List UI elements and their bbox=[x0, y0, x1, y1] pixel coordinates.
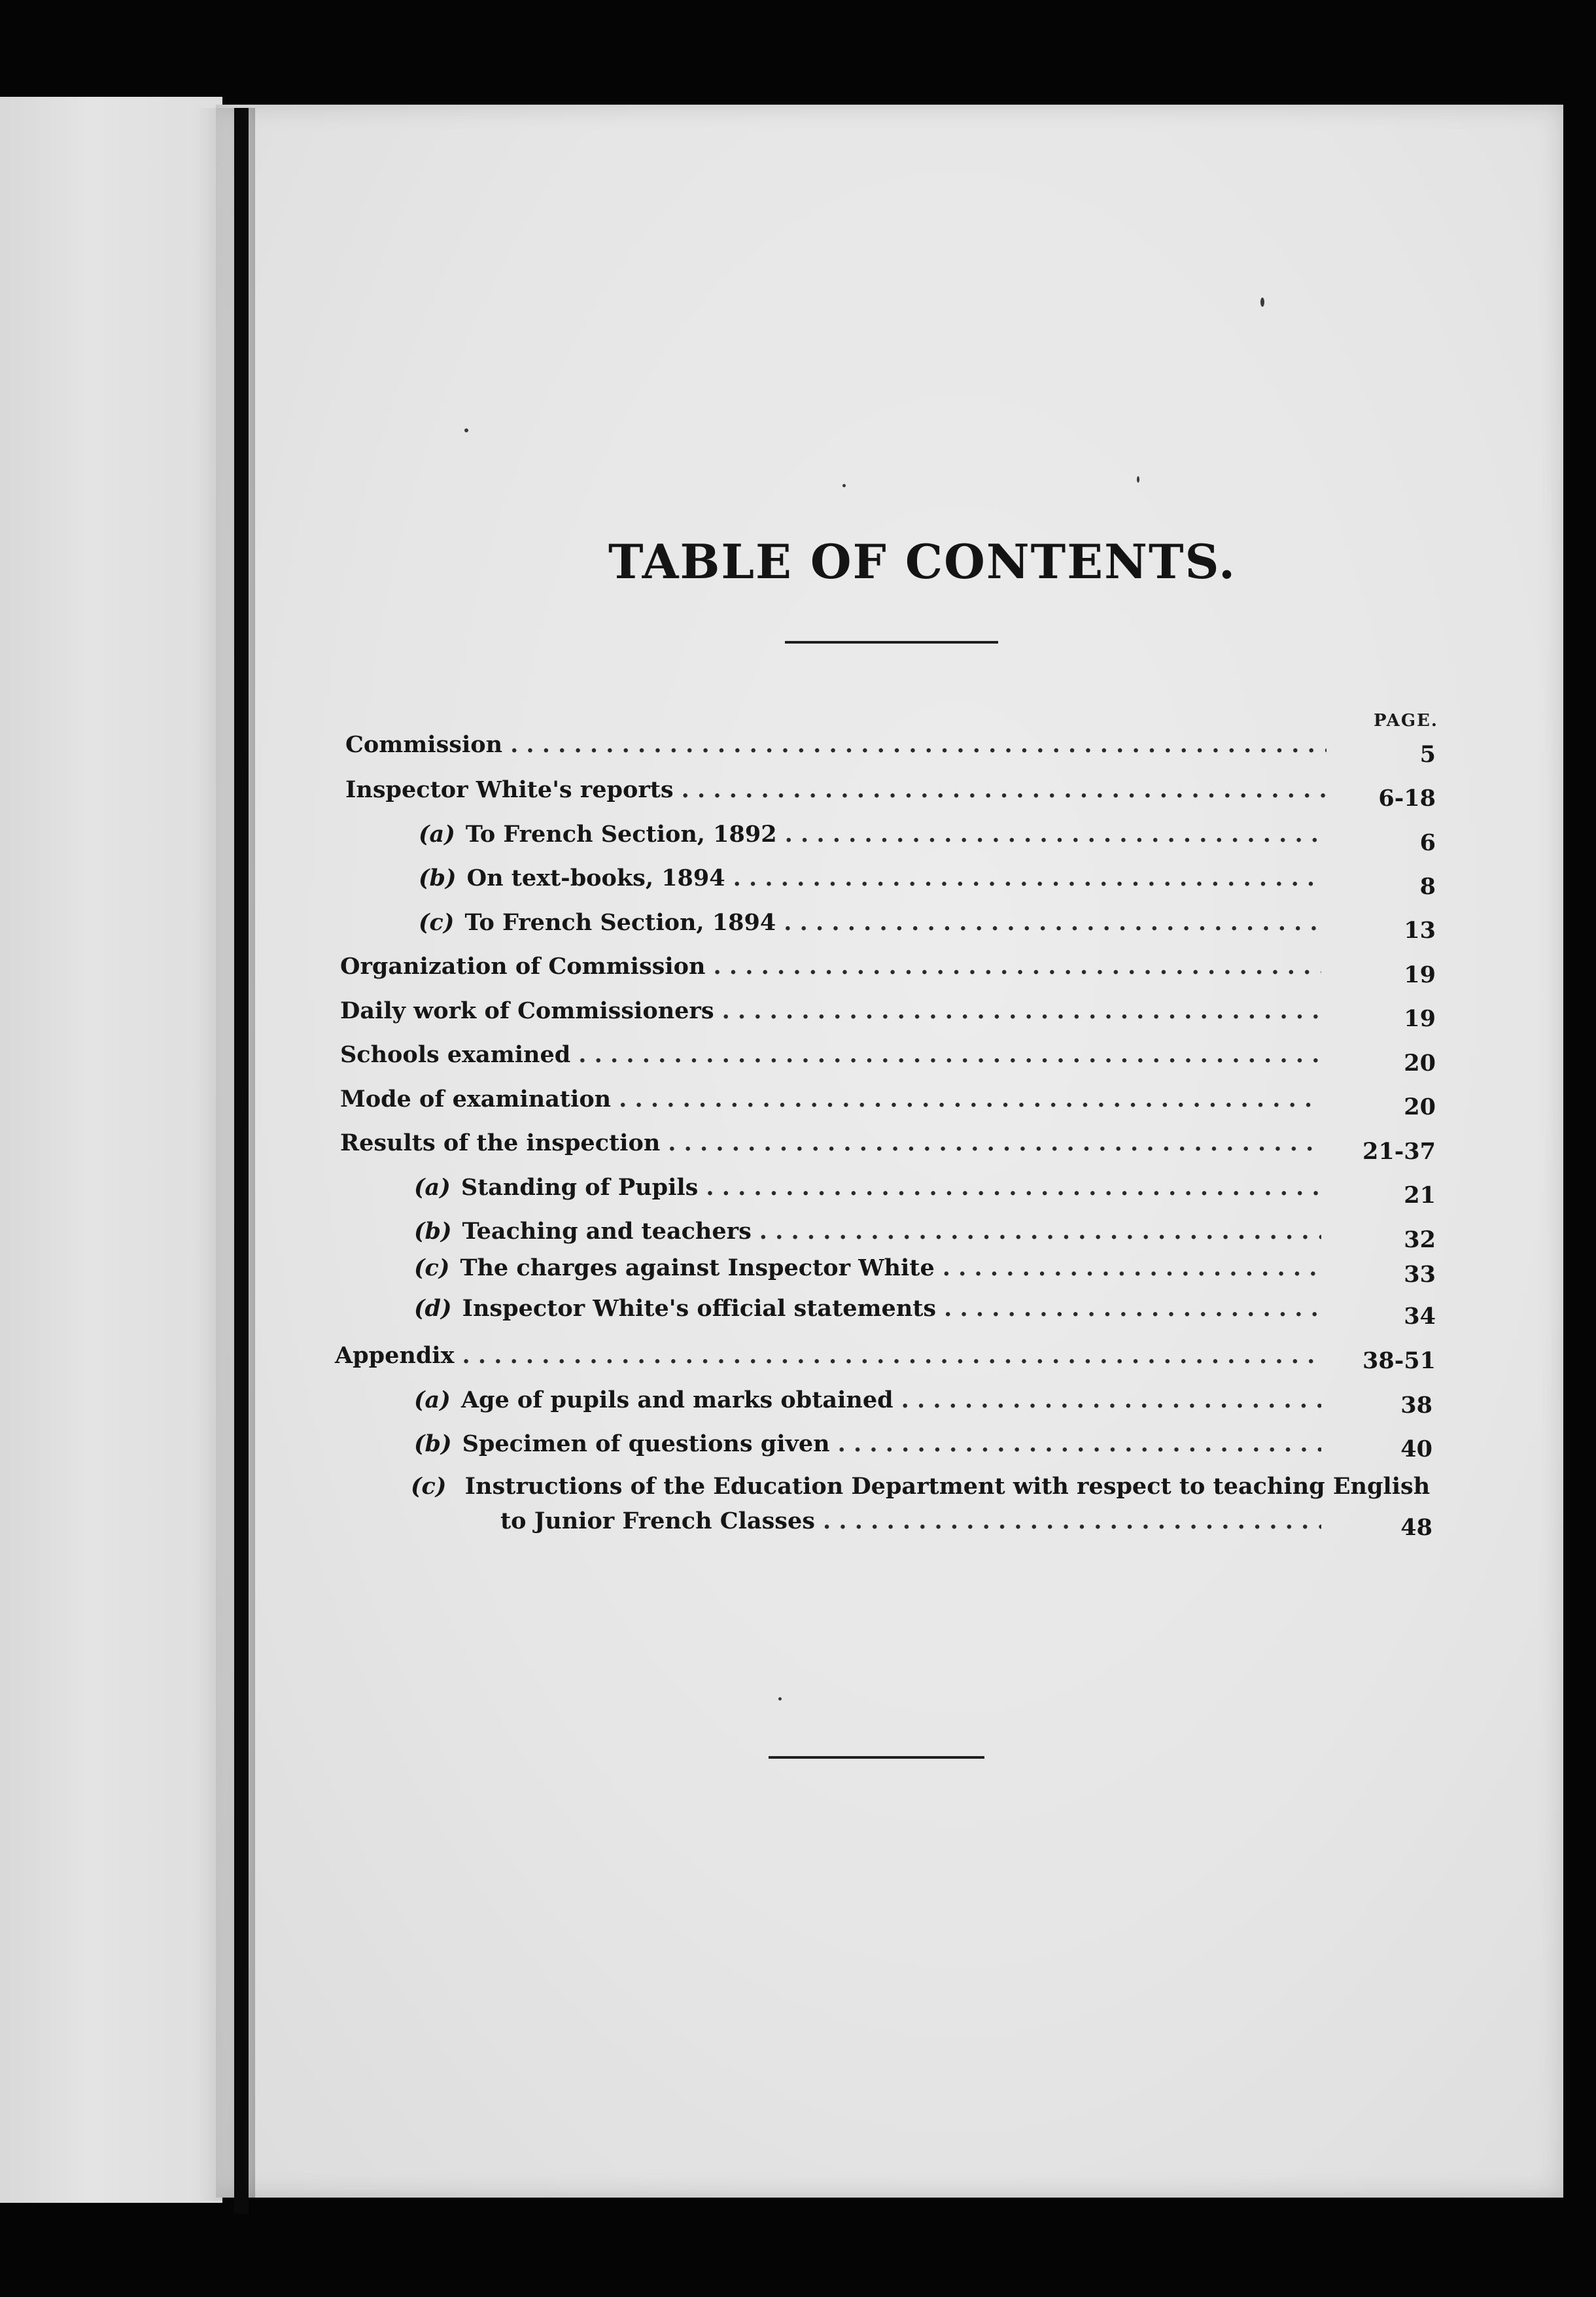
toc-entry-label: Standing of Pupils bbox=[460, 1174, 699, 1201]
toc-page-number: 33 bbox=[1404, 1261, 1436, 1288]
closing-divider bbox=[769, 1756, 984, 1759]
toc-entry-label: Commission bbox=[345, 731, 503, 758]
toc-entry-label: To French Section, 1892 bbox=[465, 821, 777, 848]
toc-entry-label: Results of the inspection bbox=[340, 1130, 661, 1156]
toc-entry-label: Instructions of the Education Department with respect to teaching English bbox=[464, 1473, 1431, 1500]
toc-entry-line1 bbox=[411, 1473, 1430, 1500]
toc-entry bbox=[414, 1295, 1334, 1322]
toc-entry-label: Schools examined bbox=[340, 1041, 571, 1068]
toc-entry-label: Specimen of questions given bbox=[462, 1430, 830, 1457]
toc-entry-letter: (b) bbox=[419, 865, 457, 891]
toc-page-number: 19 bbox=[1404, 1005, 1436, 1032]
toc-entry bbox=[345, 776, 1340, 803]
leader-dots bbox=[578, 1041, 1321, 1068]
toc-entry-continuation: to Junior French Classes bbox=[500, 1508, 815, 1534]
toc-entry-letter: (a) bbox=[414, 1387, 451, 1413]
toc-entry bbox=[414, 1430, 1334, 1457]
toc-entry-letter: (c) bbox=[414, 1254, 450, 1281]
toc-page-number: 38 bbox=[1400, 1392, 1432, 1419]
toc-entry-label: Teaching and teachers bbox=[462, 1218, 752, 1245]
leader-dots bbox=[943, 1254, 1321, 1281]
toc-page-number: 5 bbox=[1419, 741, 1436, 768]
toc-entry-label: The charges against Inspector White bbox=[460, 1254, 935, 1281]
toc-entry bbox=[340, 997, 1334, 1024]
toc-entry-letter: (b) bbox=[414, 1430, 452, 1457]
toc-entry-letter: (c) bbox=[419, 909, 455, 936]
toc-entry bbox=[414, 1254, 1334, 1281]
toc-page-number: 13 bbox=[1404, 917, 1436, 944]
toc-entry bbox=[414, 1174, 1334, 1201]
ink-speck bbox=[1137, 476, 1139, 483]
toc-entry-label: Age of pupils and marks obtained bbox=[460, 1387, 893, 1413]
toc-entry bbox=[340, 953, 1334, 980]
toc-page-number: 6-18 bbox=[1378, 785, 1436, 812]
toc-entry-line2 bbox=[500, 1508, 1334, 1534]
toc-page-number: 8 bbox=[1419, 873, 1436, 900]
toc-entry-letter: (a) bbox=[419, 821, 455, 848]
leader-dots bbox=[785, 821, 1321, 848]
leader-dots bbox=[838, 1430, 1321, 1457]
leader-dots bbox=[510, 731, 1327, 758]
toc-entry bbox=[419, 821, 1334, 848]
toc-entry-letter: (c) bbox=[411, 1473, 447, 1500]
toc-entry bbox=[340, 1041, 1334, 1068]
toc-entry-label: Mode of examination bbox=[340, 1086, 612, 1113]
leader-dots bbox=[944, 1295, 1321, 1322]
toc-page-number: 20 bbox=[1404, 1094, 1436, 1120]
leader-dots bbox=[668, 1130, 1321, 1156]
leader-dots bbox=[682, 776, 1327, 803]
toc-entry-label: Inspector White's official statements bbox=[462, 1295, 937, 1322]
toc-entry-label: Appendix bbox=[335, 1342, 455, 1369]
leader-dots bbox=[901, 1387, 1321, 1413]
ink-speck bbox=[778, 1697, 782, 1701]
leader-dots bbox=[706, 1174, 1321, 1201]
leader-dots bbox=[619, 1086, 1321, 1113]
toc-entry bbox=[345, 731, 1340, 758]
leader-dots bbox=[784, 909, 1321, 936]
toc-page-number: 21-37 bbox=[1362, 1138, 1436, 1165]
toc-entry-label: Organization of Commission bbox=[340, 953, 706, 980]
toc-entry-label: To French Section, 1894 bbox=[464, 909, 776, 936]
page-column-heading: PAGE. bbox=[1374, 711, 1438, 731]
toc-page-number: 34 bbox=[1404, 1303, 1436, 1330]
toc-entry bbox=[419, 865, 1334, 891]
toc-page-number: 48 bbox=[1400, 1514, 1432, 1541]
toc-page-number: 32 bbox=[1404, 1226, 1436, 1253]
toc-page-number: 20 bbox=[1404, 1050, 1436, 1077]
toc-entry-letter: (a) bbox=[414, 1174, 451, 1201]
toc-entry bbox=[340, 1086, 1334, 1113]
toc-entry bbox=[335, 1342, 1334, 1369]
leader-dots bbox=[759, 1218, 1321, 1245]
ink-speck bbox=[842, 484, 846, 487]
toc-entry-label: Inspector White's reports bbox=[345, 776, 674, 803]
leader-dots bbox=[733, 865, 1321, 891]
leader-dots bbox=[722, 997, 1321, 1024]
ink-speck bbox=[1260, 298, 1264, 307]
toc-page-number: 19 bbox=[1404, 961, 1436, 988]
leader-dots bbox=[462, 1342, 1321, 1369]
toc-entry-label: On text-books, 1894 bbox=[466, 865, 725, 891]
leader-dots bbox=[713, 953, 1321, 980]
toc-entry bbox=[414, 1218, 1334, 1245]
page-title: TABLE OF CONTENTS. bbox=[608, 534, 1237, 590]
toc-page-number: 6 bbox=[1419, 829, 1436, 856]
leader-dots bbox=[823, 1508, 1321, 1534]
toc-entry-label: Daily work of Commissioners bbox=[340, 997, 714, 1024]
toc-page-number: 21 bbox=[1404, 1182, 1436, 1209]
toc-page-number: 38-51 bbox=[1362, 1347, 1436, 1374]
ink-speck bbox=[464, 428, 468, 432]
toc-entry bbox=[419, 909, 1334, 936]
toc-entry bbox=[414, 1387, 1334, 1413]
toc-page-number: 40 bbox=[1400, 1436, 1432, 1462]
toc-entry-letter: (b) bbox=[414, 1218, 452, 1245]
toc-entry-letter: (d) bbox=[414, 1295, 452, 1322]
toc-entry bbox=[340, 1130, 1334, 1156]
